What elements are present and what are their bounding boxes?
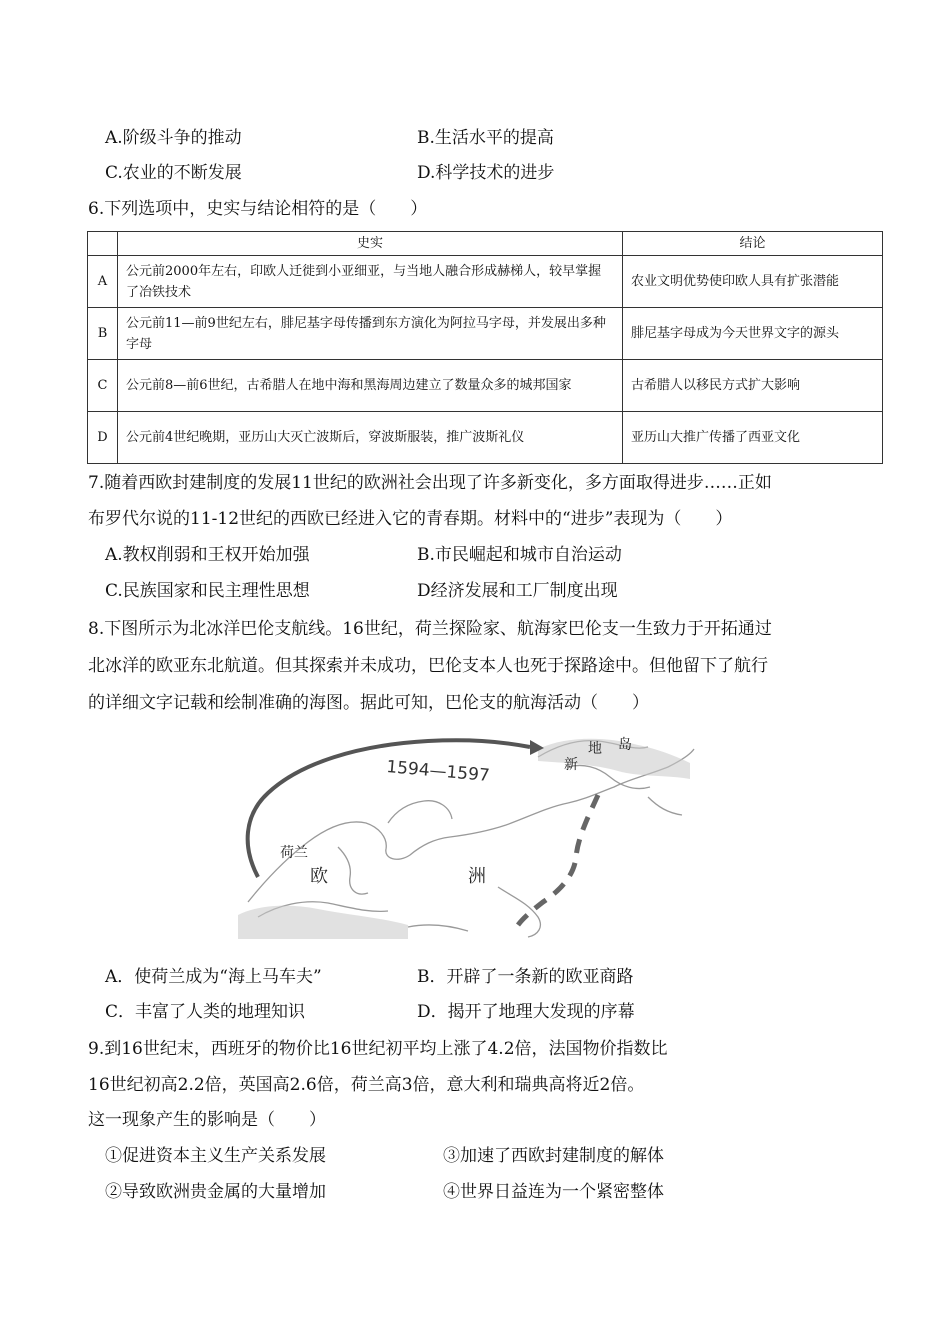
q8-stem-line-3: 的详细文字记载和绘制准确的海图。据此可知，巴伦支的航海活动（ ） bbox=[88, 693, 649, 713]
row-label: C bbox=[88, 360, 118, 412]
row-conclusion: 亚历山大推广传播了西亚文化 bbox=[623, 412, 883, 464]
row-label: D bbox=[88, 412, 118, 464]
row-conclusion: 古希腊人以移民方式扩大影响 bbox=[623, 360, 883, 412]
row-label: A bbox=[88, 256, 118, 308]
q9-stem-line-2: 16世纪初高2.2倍，英国高2.6倍，荷兰高3倍，意大利和瑞典高将近2倍。 bbox=[88, 1075, 645, 1095]
q9-item-4: ④世界日益连为一个紧密整体 bbox=[443, 1182, 664, 1202]
q9-stem-line-3: 这一现象产生的影响是（ ） bbox=[88, 1110, 326, 1130]
q5-option-b: B.生活水平的提高 bbox=[417, 128, 554, 148]
island-label-dao: 岛 bbox=[618, 737, 632, 753]
q8-option-a: A．使荷兰成为“海上马车夫” bbox=[105, 967, 322, 987]
row-conclusion: 腓尼基字母成为今天世界文字的源头 bbox=[623, 308, 883, 360]
row-fact: 公元前4世纪晚期，亚历山大灭亡波斯后，穿波斯服装，推广波斯礼仪 bbox=[118, 412, 623, 464]
row-label: B bbox=[88, 308, 118, 360]
q7-option-d: D经济发展和工厂制度出现 bbox=[417, 581, 618, 601]
route-label: 1594—1597 bbox=[385, 757, 491, 787]
row-fact: 公元前8—前6世纪，古希腊人在地中海和黑海周边建立了数量众多的城邦国家 bbox=[118, 360, 623, 412]
netherlands-label: 荷兰 bbox=[280, 845, 308, 861]
table-row bbox=[88, 412, 883, 464]
q8-stem-line-1: 8.下图所示为北冰洋巴伦支航线。16世纪，荷兰探险家、航海家巴伦支一生致力于开拓通过 bbox=[88, 619, 772, 639]
q6-header-blank bbox=[88, 232, 118, 256]
q5-option-d: D.科学技术的进步 bbox=[417, 163, 555, 183]
route-dashed-line bbox=[518, 795, 598, 925]
row-fact: 公元前11—前9世纪左右，腓尼基字母传播到东方演化为阿拉马字母，并发展出多种字母 bbox=[118, 308, 623, 360]
q7-stem-line-2: 布罗代尔说的11-12世纪的西欧已经进入它的青春期。材料中的“进步”表现为（ ） bbox=[88, 509, 733, 529]
row-conclusion: 农业文明优势使印欧人具有扩张潜能 bbox=[623, 256, 883, 308]
table-row bbox=[88, 360, 883, 412]
q9-stem-line-1: 9.到16世纪末，西班牙的物价比16世纪初平均上涨了4.2倍，法国物价指数比 bbox=[88, 1039, 668, 1059]
q8-option-c: C．丰富了人类的地理知识 bbox=[105, 1002, 306, 1022]
q6-table bbox=[87, 231, 883, 464]
island-label-di: 地 bbox=[588, 741, 602, 757]
q6-table-header bbox=[88, 232, 883, 256]
q9-item-2: ②导致欧洲贵金属的大量增加 bbox=[105, 1182, 326, 1202]
row-fact: 公元前2000年左右，印欧人迁徙到小亚细亚，与当地人融合形成赫梯人，较早掌握了冶铁技术 bbox=[118, 256, 623, 308]
table-row bbox=[88, 256, 883, 308]
q9-item-3: ③加速了西欧封建制度的解体 bbox=[443, 1146, 664, 1166]
q6-stem: 6.下列选项中，史实与结论相符的是（ ） bbox=[88, 199, 428, 219]
q9-item-1: ①促进资本主义生产关系发展 bbox=[105, 1146, 326, 1166]
q7-stem-line-1: 7.随着西欧封建制度的发展11世纪的欧洲社会出现了许多新变化，多方面取得进步……正如 bbox=[88, 473, 772, 493]
q5-option-c: C.农业的不断发展 bbox=[105, 163, 242, 183]
island-label-xin: 新 bbox=[564, 757, 578, 773]
continent-label-zhou: 洲 bbox=[468, 866, 486, 887]
q8-option-d: D．揭开了地理大发现的序幕 bbox=[417, 1002, 635, 1022]
q6-header-fact: 史实 bbox=[118, 232, 623, 256]
q8-stem-line-2: 北冰洋的欧亚东北航道。但其探索并未成功，巴伦支本人也死于探路途中。但他留下了航行 bbox=[88, 656, 768, 676]
q6-header-conclusion: 结论 bbox=[623, 232, 883, 256]
q7-option-a: A.教权削弱和王权开始加强 bbox=[105, 545, 310, 565]
q7-option-b: B.市民崛起和城市自治运动 bbox=[417, 545, 622, 565]
continent-label-ou: 欧 bbox=[310, 866, 328, 887]
q7-option-c: C.民族国家和民主理性思想 bbox=[105, 581, 310, 601]
q8-option-b: B．开辟了一条新的欧亚商路 bbox=[417, 967, 634, 987]
q5-option-a: A.阶级斗争的推动 bbox=[105, 128, 242, 148]
table-row bbox=[88, 308, 883, 360]
barents-route-map bbox=[238, 727, 696, 939]
